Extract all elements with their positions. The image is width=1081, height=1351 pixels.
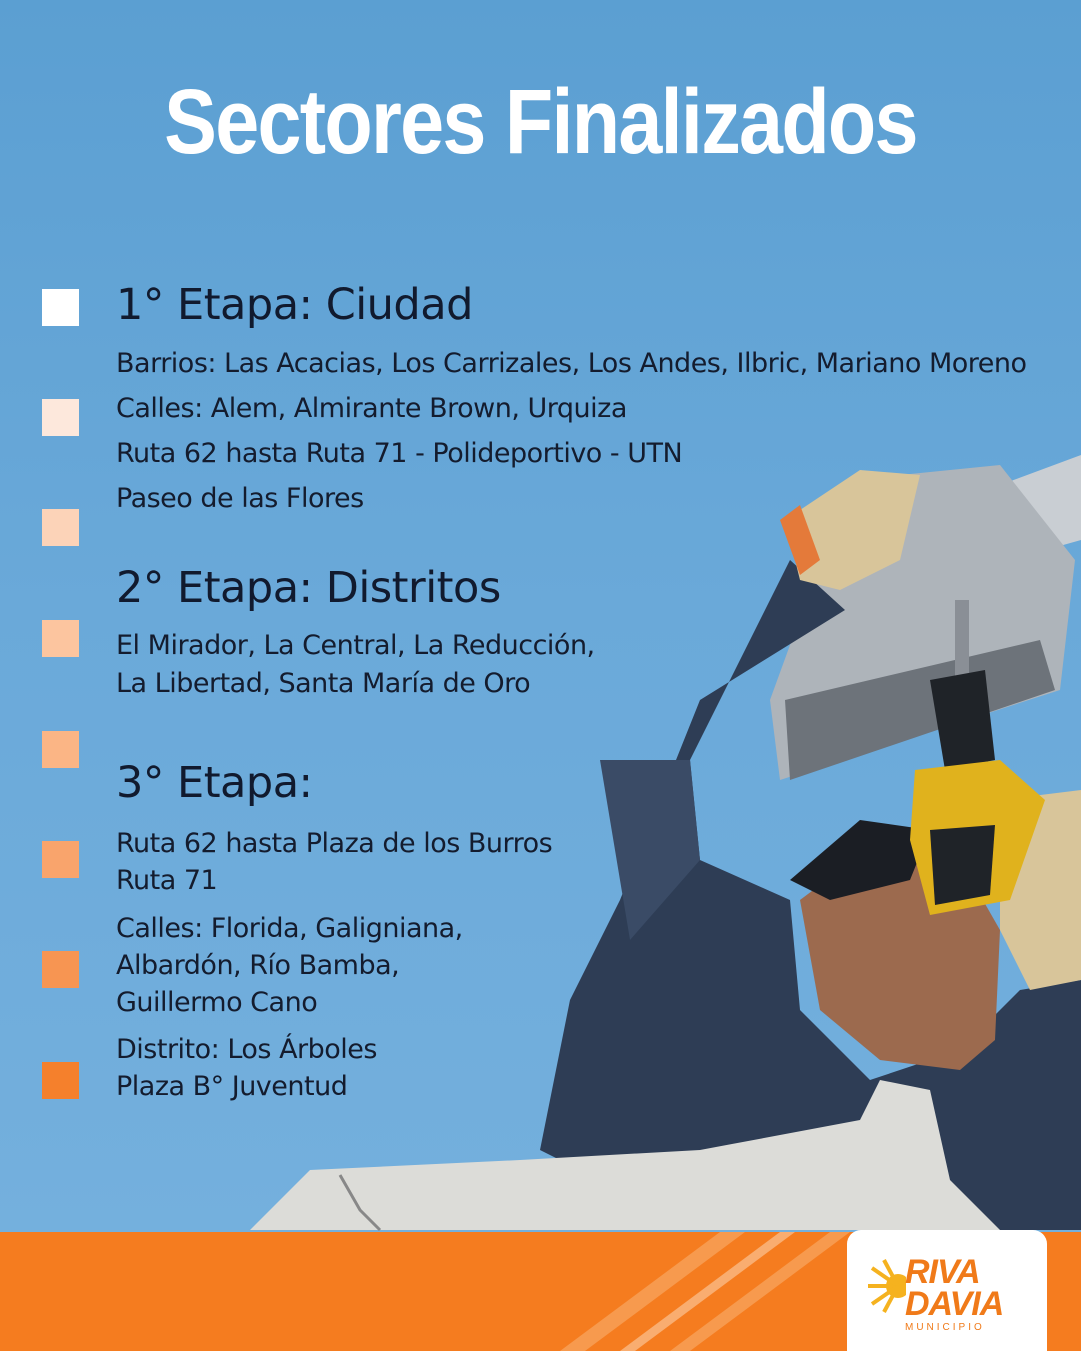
stage-1-line: Ruta 62 hasta Ruta 71 - Polideportivo - UTN <box>116 438 683 469</box>
stage-3-line: Calles: Florida, Galigniana, <box>116 913 463 944</box>
stage-2-line: El Mirador, La Central, La Reducción, <box>116 630 595 661</box>
logo-word-line2: DAVIA <box>905 1285 1004 1323</box>
stage-3-heading: 3° Etapa: <box>116 758 313 808</box>
legend-square-7 <box>42 951 79 988</box>
stage-3-line: Albardón, Río Bamba, <box>116 950 400 981</box>
logo-subtitle: MUNICIPIO <box>905 1322 985 1333</box>
stage-1-line: Barrios: Las Acacias, Los Carrizales, Los Andes, Ilbric, Mariano Moreno <box>116 348 1027 379</box>
legend-square-6 <box>42 841 79 878</box>
stage-2-heading: 2° Etapa: Distritos <box>116 563 501 613</box>
legend-square-2 <box>42 399 79 436</box>
legend-square-4 <box>42 620 79 657</box>
stage-1-line: Calles: Alem, Almirante Brown, Urquiza <box>116 393 627 424</box>
legend-square-1 <box>42 289 79 326</box>
stage-3-line: Plaza B° Juventud <box>116 1071 348 1102</box>
sun-icon <box>864 1258 906 1314</box>
stage-1-heading: 1° Etapa: Ciudad <box>116 280 473 330</box>
legend-square-5 <box>42 731 79 768</box>
stage-3-line: Distrito: Los Árboles <box>116 1034 377 1065</box>
page-title: Sectores Finalizados <box>164 71 917 173</box>
stage-3-line: Guillermo Cano <box>116 987 318 1018</box>
logo-word-line1: RIVA <box>905 1253 980 1291</box>
stage-1-line: Paseo de las Flores <box>116 483 364 514</box>
stage-3-line: Ruta 62 hasta Plaza de los Burros <box>116 828 553 859</box>
stage-3-line: Ruta 71 <box>116 865 218 896</box>
stage-2-line: La Libertad, Santa María de Oro <box>116 668 531 699</box>
legend-square-3 <box>42 509 79 546</box>
legend-square-8 <box>42 1062 79 1099</box>
